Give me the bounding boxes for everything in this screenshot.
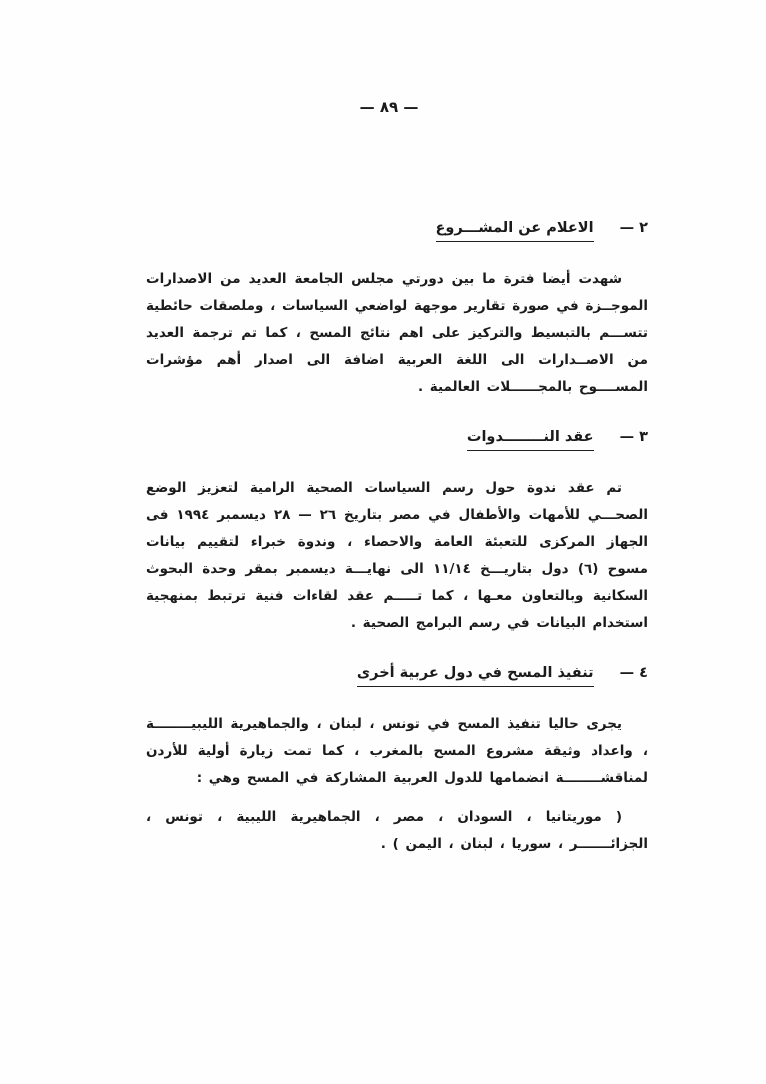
page-number: — ٨٩ — xyxy=(359,98,419,116)
paragraph: ( موريتانيا ، السودان ، مصر ، الجماهيرية الليبية ، تونس ، الجزائـــــــر ، سوريا ، لبنان ، اليمن ) . xyxy=(146,809,648,852)
section-media xyxy=(146,220,648,401)
paragraph: يجرى حاليا تنفيذ المسح في تونس ، لبنان ، والجماهيرية الليبيــــــــة ، واعداد وثيقة مشروع المسح بالمغرب ، كما تمت زيارة أولية للأردن لمناقشــــــــة انضمامها للدول العربية المشاركة في المسح وهي : xyxy=(146,716,648,786)
section-number: ٣ — xyxy=(619,429,648,445)
paragraph: تم عقد ندوة حول رسم السياسات الصحية الرامية لتعزيز الوضع الصحـــي للأمهات والأطفال في مصر بتاريخ ٢٦ — ٢٨ ديسمبر ١٩٩٤ فى الجهاز المركزى للتعبئة العامة والاحصاء ، وندوة خبراء لتقييم بيانات مسوح (٦) دول بتاريـــخ ١١/١٤ الى نهايـــة ديسمبر بمقر وحدة البحوث السكانية وبالتعاون معـها ، كما تـــــم عقد لقاءات فنية ترتبط بمنهجية استخدام البيانات في رسم البرامج الصحية . xyxy=(146,480,649,631)
section-title: تنفيذ المسح في دول عربية أخرى xyxy=(357,665,594,687)
section-heading xyxy=(146,429,648,451)
section-title: الاعلام عن المشـــروع xyxy=(436,220,594,242)
section-title: عقد النــــــــدوات xyxy=(467,429,594,451)
section-number: ٤ — xyxy=(619,665,648,681)
section-heading xyxy=(146,665,648,687)
section-survey-other-countries xyxy=(146,665,648,858)
paragraph: شهدت أيضا فترة ما بين دورتي مجلس الجامعة العديد من الاصدارات الموجــزة في صورة تقارير موجهة لواضعي السياسات ، وملصقات حائطية تتســـم بالتبسيط والتركيز على اهم نتائج المسح ، كما تم ترجمة العديد من الاصــدارات الى اللغة العربية اضافة الى اصدار أهم مؤشرات المســــوح بالمجــــــلات العالمية . xyxy=(146,271,648,395)
section-number: ٢ — xyxy=(619,220,648,236)
section-seminars xyxy=(146,429,648,637)
section-heading xyxy=(146,220,648,242)
